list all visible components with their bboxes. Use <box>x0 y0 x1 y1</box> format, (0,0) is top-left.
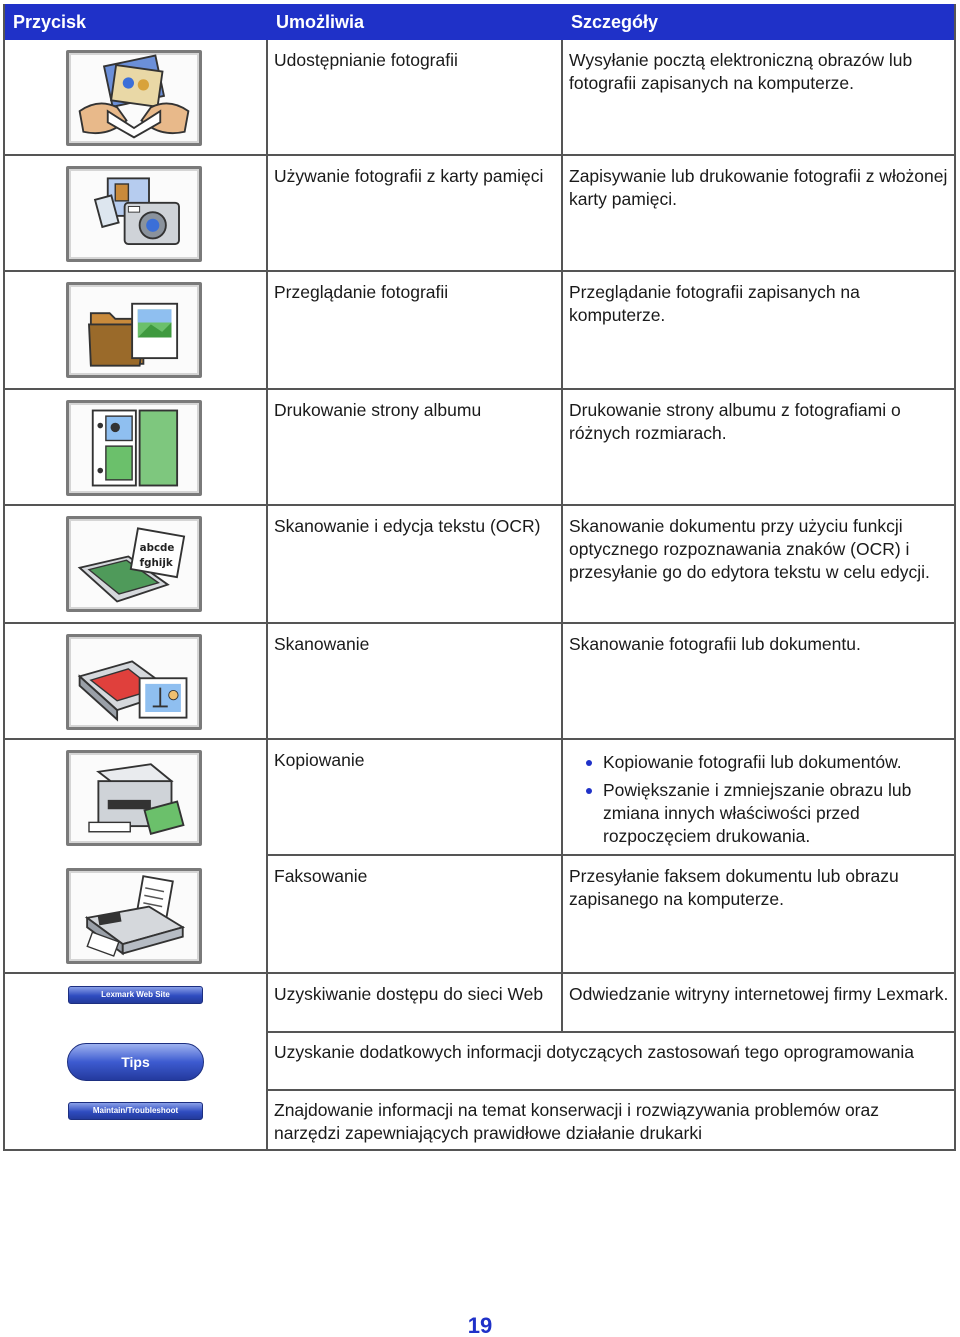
row-details: Skanowanie dokumentu przy użyciu funkcji optycznego rozpoznawania znaków (OCR) i przesyłanie go do edytora tekstu w celu edycji. <box>569 516 930 582</box>
row-details: Przesyłanie faksem dokumentu lub obrazu zapisanego na komputerze. <box>569 866 899 909</box>
row-divider <box>5 504 954 506</box>
row-enables: Używanie fotografii z karty pamięci <box>274 166 544 186</box>
header-button: Przycisk <box>13 12 87 32</box>
row-divider <box>266 854 954 856</box>
row-enables: Uzyskiwanie dostępu do sieci Web <box>274 984 544 1004</box>
row-divider <box>5 270 954 272</box>
table-header <box>5 4 954 40</box>
row-divider <box>5 154 954 156</box>
row-details: Drukowanie strony albumu z fotografiami o różnych rozmiarach. <box>569 400 901 443</box>
row-details: Wysyłanie pocztą elektroniczną obrazów lub fotografii zapisanych na komputerze. <box>569 50 913 93</box>
row-enables: Uzyskanie dodatkowych informacji dotyczących zastosowań tego oprogramowania <box>274 1042 915 1062</box>
copy-details-list <box>569 751 953 853</box>
header-details: Szczegóły <box>571 12 659 32</box>
memory-card-camera-icon[interactable] <box>66 166 202 262</box>
row-enables: Drukowanie strony albumu <box>274 400 482 420</box>
copier-icon[interactable] <box>66 750 202 846</box>
page-number: 19 <box>467 1313 493 1337</box>
lexmark-web-site-button[interactable]: Lexmark Web Site <box>68 986 203 1004</box>
row-divider <box>5 972 954 974</box>
share-photos-icon[interactable] <box>66 50 202 146</box>
scanner-photo-icon[interactable] <box>66 634 202 730</box>
folder-photos-icon[interactable] <box>66 282 202 378</box>
svg-text:fghijk: fghijk <box>139 556 173 569</box>
row-details: Odwiedzanie witryny internetowej firmy Lexmark. <box>569 984 949 1004</box>
row-enables: Znajdowanie informacji na temat konserwacji i rozwiązywania problemów oraz narzędzi zapewniających prawidłowe działanie drukarki <box>274 1100 879 1143</box>
row-enables: Udostępnianie fotografii <box>274 50 458 70</box>
row-details: Zapisywanie lub drukowanie fotografii z włożonej karty pamięci. <box>569 166 948 209</box>
row-divider <box>5 388 954 390</box>
row-enables: Faksowanie <box>274 866 368 886</box>
header-enables: Umożliwia <box>276 12 365 32</box>
svg-text:abcde: abcde <box>139 541 175 554</box>
row-divider <box>266 1089 954 1091</box>
row-divider <box>266 1031 954 1033</box>
ocr-scanner-icon[interactable] <box>66 516 202 612</box>
row-details: Skanowanie fotografii lub dokumentu. <box>569 634 861 654</box>
maintain-troubleshoot-button[interactable]: Maintain/Troubleshoot <box>68 1102 203 1120</box>
tips-button[interactable]: Tips <box>67 1043 204 1081</box>
row-enables: Skanowanie i edycja tekstu (OCR) <box>274 516 541 536</box>
row-details: Przeglądanie fotografii zapisanych na komputerze. <box>569 282 860 325</box>
fax-icon[interactable] <box>66 868 202 964</box>
row-enables: Kopiowanie <box>274 750 365 770</box>
row-enables: Skanowanie <box>274 634 370 654</box>
column-divider <box>266 40 268 1149</box>
album-page-icon[interactable] <box>66 400 202 496</box>
row-enables: Przeglądanie fotografii <box>274 282 449 302</box>
list-item: Powiększanie i zmniejszanie obrazu lub zmiana innych właściwości przed rozpoczęciem drukowania. <box>569 779 953 848</box>
row-divider <box>5 622 954 624</box>
list-item: Kopiowanie fotografii lub dokumentów. <box>569 751 953 774</box>
row-divider <box>5 738 954 740</box>
